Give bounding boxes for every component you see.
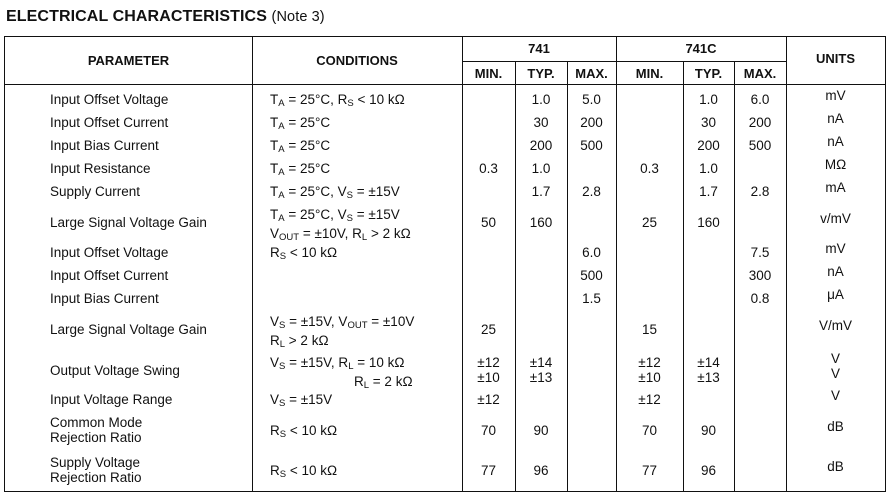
param-cell: Supply Current bbox=[50, 184, 141, 199]
unit-cell: nA bbox=[827, 134, 844, 149]
value-cell: 96 bbox=[700, 462, 717, 478]
heading-note: (Note 3) bbox=[271, 9, 325, 25]
param-cell: Input Offset Current bbox=[50, 115, 169, 130]
value-cell: 300 bbox=[748, 268, 772, 283]
value-cell: 200 bbox=[748, 115, 772, 130]
max-header: MAX. bbox=[575, 66, 608, 81]
unit-cell: μA bbox=[827, 287, 844, 302]
condition-cell: $R_S < 10$ kΩ bbox=[270, 462, 338, 480]
param-cell: Input Offset Current bbox=[50, 268, 169, 283]
condition-cell: $T_A = 25^\circ C$ bbox=[270, 138, 331, 155]
value-cell: 15 bbox=[641, 321, 658, 337]
value-cell: 1.0 bbox=[699, 92, 718, 107]
min-header: MIN. bbox=[635, 66, 664, 81]
condition-cell: $V_S = \pm 15V$, $R_L = 10$ kΩ $R_L = 2$ kΩ bbox=[270, 355, 413, 391]
condition-cell: $T_A = 25^\circ C$ bbox=[270, 161, 331, 178]
value-cell: 90 bbox=[533, 422, 549, 438]
value-cell: 200 bbox=[580, 115, 603, 130]
col-divider bbox=[252, 37, 253, 491]
value-cell: 160 bbox=[697, 214, 720, 230]
value-cell: 1.0 bbox=[531, 92, 551, 107]
unit-cell: nA bbox=[827, 264, 844, 279]
value-cell: 0.3 bbox=[640, 161, 659, 176]
typ-header: TYP. bbox=[527, 66, 555, 81]
condition-cell: $R_S < 10$ kΩ bbox=[270, 422, 338, 440]
characteristics-table bbox=[4, 36, 886, 492]
value-cell: 200 bbox=[529, 138, 553, 153]
value-cell: 1.0 bbox=[699, 161, 718, 176]
value-cell: 2.8 bbox=[582, 184, 601, 199]
value-cell: 30 bbox=[700, 115, 717, 130]
unit-cell: MΩ bbox=[824, 157, 847, 172]
param-cell: Supply Voltage Rejection Ratio bbox=[50, 455, 142, 485]
value-cell: ±12 bbox=[477, 392, 500, 407]
typ-header: TYP. bbox=[694, 66, 723, 81]
param-cell: Large Signal Voltage Gain bbox=[50, 321, 207, 337]
value-cell: 96 bbox=[533, 462, 549, 478]
value-cell: 0.3 bbox=[479, 161, 498, 176]
value-cell: 25 bbox=[480, 321, 497, 337]
value-cell: 1.7 bbox=[699, 184, 718, 199]
value-cell: 1.5 bbox=[582, 291, 601, 306]
param-cell: Input Offset Voltage bbox=[50, 245, 169, 260]
min-header: MIN. bbox=[474, 66, 503, 81]
unit-cell: V/mV bbox=[818, 317, 852, 333]
condition-cell: $T_A = 25^\circ C$, $V_S = \pm 15V$ bbox=[270, 184, 400, 201]
param-cell: Input Voltage Range bbox=[50, 392, 173, 407]
heading-title: ELECTRICAL CHARACTERISTICS bbox=[6, 8, 267, 25]
header-divider bbox=[462, 61, 786, 62]
value-cell: 1.7 bbox=[531, 184, 551, 199]
max-header: MAX. bbox=[743, 66, 777, 81]
value-cell: 2.8 bbox=[750, 184, 770, 199]
unit-cell: dB bbox=[827, 418, 844, 434]
value-cell: 1.0 bbox=[531, 161, 551, 176]
value-cell: 77 bbox=[480, 462, 497, 478]
value-cell: 6.0 bbox=[582, 245, 601, 260]
condition-cell: $V_S = \pm 15V$ bbox=[270, 392, 333, 409]
conditions-header: CONDITIONS bbox=[316, 53, 398, 68]
unit-cell: mV bbox=[825, 88, 846, 103]
param-cell: Output Voltage Swing bbox=[50, 362, 180, 378]
condition-cell: $V_S = \pm 15V$, $V_{OUT} = \pm 10V$ $R_L > 2$ kΩ bbox=[270, 314, 415, 350]
value-cell: 200 bbox=[697, 138, 720, 153]
unit-cell: nA bbox=[827, 111, 844, 126]
value-cell: 77 bbox=[641, 462, 658, 478]
value-cell: ±14 ±13 bbox=[529, 355, 553, 385]
value-cell: 0.8 bbox=[750, 291, 770, 306]
value-cell: 5.0 bbox=[582, 92, 601, 107]
unit-cell: mA bbox=[825, 180, 846, 195]
value-cell: 6.0 bbox=[750, 92, 770, 107]
value-cell: 500 bbox=[748, 138, 772, 153]
param-cell: Input Bias Current bbox=[50, 291, 159, 306]
value-cell: 30 bbox=[533, 115, 549, 130]
value-cell: 7.5 bbox=[750, 245, 770, 260]
value-cell: ±14 ±13 bbox=[697, 355, 720, 385]
param-cell: Input Offset Voltage bbox=[50, 92, 169, 107]
value-cell: 70 bbox=[641, 422, 658, 438]
value-cell: 90 bbox=[700, 422, 717, 438]
value-cell: 25 bbox=[641, 214, 658, 230]
param-cell: Common Mode Rejection Ratio bbox=[50, 415, 143, 445]
condition-cell: $T_A = 25^\circ C$ bbox=[270, 115, 331, 132]
param-header: PARAMETER bbox=[87, 53, 170, 68]
header-bottom-rule bbox=[5, 84, 885, 85]
unit-cell: dB bbox=[827, 458, 844, 474]
param-cell: Input Bias Current bbox=[50, 138, 159, 153]
value-cell: ±12 ±10 bbox=[477, 355, 500, 385]
units-header: UNITS bbox=[816, 51, 855, 66]
section-heading bbox=[6, 8, 325, 26]
condition-cell: $T_A = 25^\circ C$, $R_S < 10$ kΩ bbox=[270, 92, 405, 109]
param-cell: Large Signal Voltage Gain bbox=[50, 214, 207, 230]
unit-cell: V V bbox=[830, 351, 840, 381]
group-741c-header: 741C bbox=[685, 41, 717, 56]
value-cell: ±12 bbox=[638, 392, 661, 407]
value-cell: ±12 ±10 bbox=[638, 355, 661, 385]
value-cell: 70 bbox=[480, 422, 497, 438]
condition-cell: $R_S < 10$ kΩ bbox=[270, 245, 338, 262]
unit-cell: mV bbox=[825, 241, 846, 256]
condition-cell: $T_A = 25^\circ C$, $V_S = \pm 15V$ $V_{OUT} = \pm 10V$, $R_L > 2$ kΩ bbox=[270, 207, 411, 243]
group-741-header: 741 bbox=[528, 41, 550, 56]
value-cell: 500 bbox=[580, 268, 603, 283]
value-cell: 500 bbox=[580, 138, 603, 153]
value-cell: 50 bbox=[480, 214, 497, 230]
unit-cell: V bbox=[830, 388, 840, 403]
unit-cell: v/mV bbox=[820, 210, 851, 226]
value-cell: 160 bbox=[529, 214, 553, 230]
param-cell: Input Resistance bbox=[50, 161, 151, 176]
